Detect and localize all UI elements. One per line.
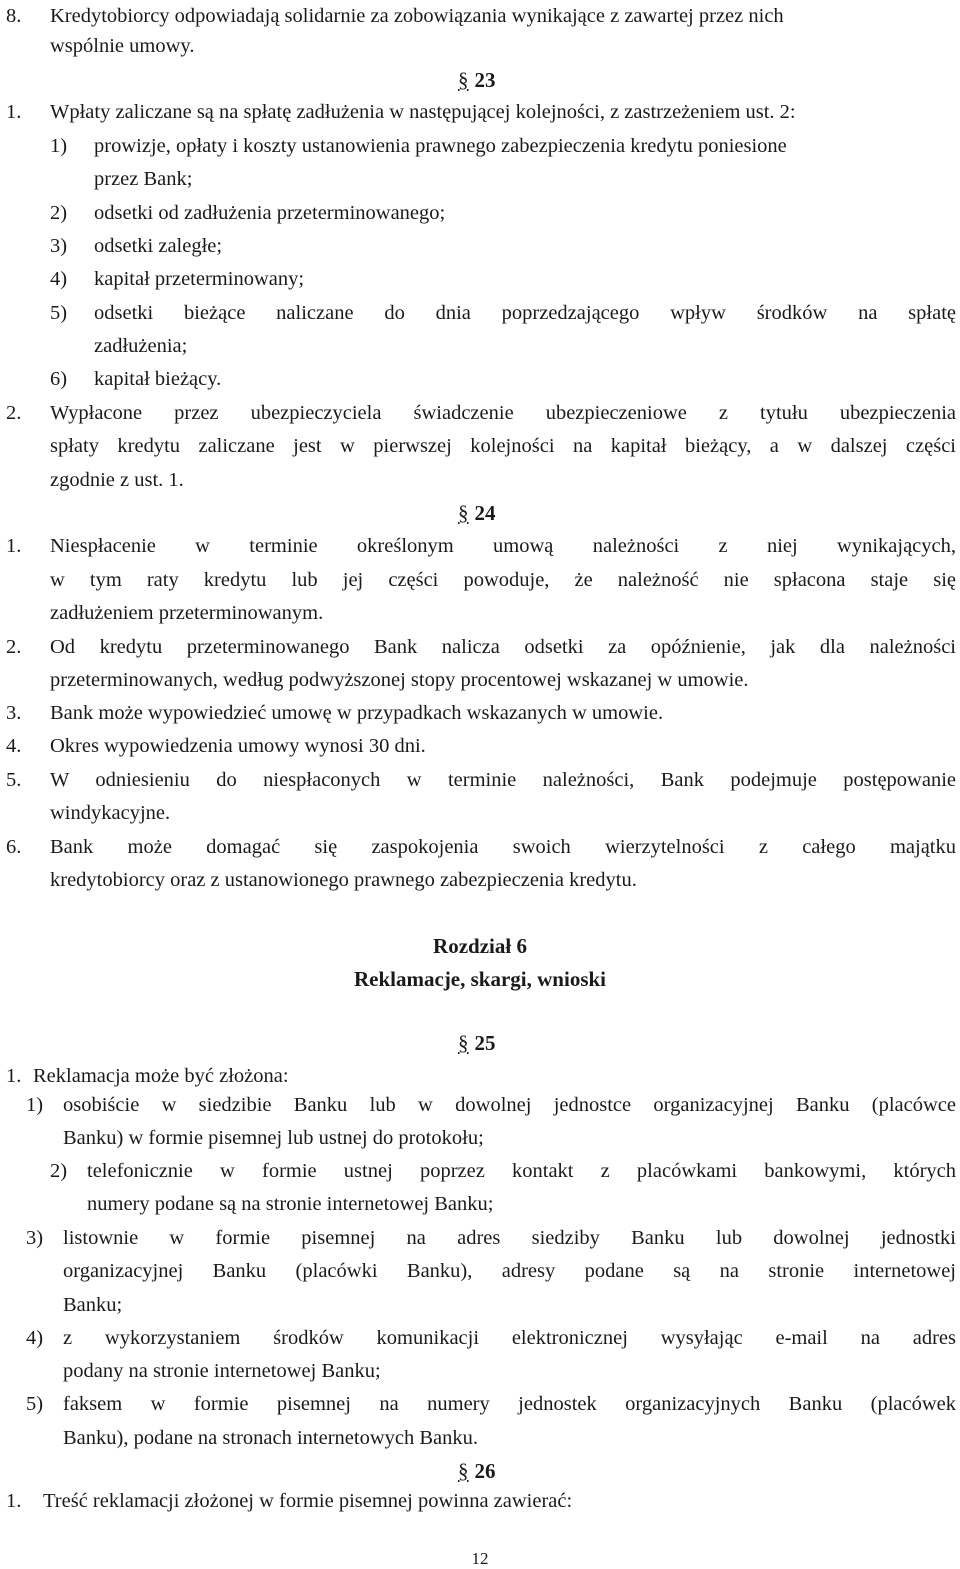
item-number: 1. [6, 101, 22, 123]
section-number: 24 [474, 501, 496, 525]
point-text: numery podane są na stronie internetowej Banku; [87, 1193, 494, 1215]
section-26-heading [458, 1455, 496, 1488]
s24-item-2-line2 [0, 664, 960, 697]
s23-1-point-3 [0, 230, 960, 263]
item-text: windykacyjne. [50, 802, 171, 824]
s26-item-1 [0, 1485, 960, 1518]
point-text: Banku; [63, 1294, 123, 1316]
item-number: 6. [6, 836, 22, 858]
s24-item-6-line1 [0, 831, 960, 864]
point-text: zadłużenia; [94, 335, 188, 357]
item-text: wspólnie umowy. [50, 35, 195, 57]
point-text: prowizje, opłaty i koszty ustanowienia prawnego zabezpieczenia kredytu poniesione [94, 135, 787, 157]
s23-1-point-5-line2 [0, 330, 960, 363]
item-text: w tym raty kredytu lub jej części powoduje, że należność nie spłacona staje się [50, 569, 956, 591]
item-text: Od kredytu przeterminowanego Bank nalicza odsetki za opóźnienie, jak dla należności [50, 636, 956, 658]
s24-item-2-line1 [0, 631, 960, 664]
point-text: odsetki zaległe; [94, 235, 223, 257]
item-number: 2. [6, 402, 22, 424]
item-text: Kredytobiorcy odpowiadają solidarnie za zobowiązania wynikające z zawartej przez nich [50, 5, 784, 27]
s25-1-point-1-line2 [0, 1122, 960, 1155]
point-text: Banku) w formie pisemnej lub ustnej do protokołu; [63, 1127, 484, 1149]
item-number: 1. [6, 535, 22, 557]
point-text: listownie w formie pisemnej na adres siedziby Banku lub dowolnej jednostki [63, 1227, 956, 1249]
section-symbol: § [458, 1031, 469, 1055]
point-text: kapitał bieżący. [94, 368, 222, 390]
s25-1-point-3-line2 [0, 1255, 960, 1288]
point-text: podany na stronie internetowej Banku; [63, 1360, 381, 1382]
s24-item-5-line1 [0, 764, 960, 797]
s25-1-point-5-line2 [0, 1422, 960, 1455]
point-text: telefonicznie w formie ustnej poprzez kontakt z placówkami bankowymi, których [87, 1160, 956, 1182]
item-text: Reklamacja może być złożona: [33, 1065, 289, 1087]
point-number: 6) [50, 368, 68, 390]
item-text: Bank może wypowiedzieć umowę w przypadkach wskazanych w umowie. [50, 702, 664, 724]
s23-item-1 [0, 96, 960, 129]
section-number: 25 [474, 1031, 496, 1055]
item-text: W odniesieniu do niespłaconych w terminie należności, Bank podejmuje postępowanie [50, 769, 956, 791]
item-number: 8. [6, 5, 22, 27]
s23-1-point-4 [0, 263, 960, 296]
s25-1-point-2-line1 [0, 1155, 960, 1188]
s24-item-1-line1 [0, 530, 960, 563]
point-number: 2) [50, 202, 68, 224]
s23-1-point-1-line2 [0, 163, 960, 196]
s25-1-point-3-line1 [0, 1222, 960, 1255]
s23-item-2-line1 [0, 397, 960, 430]
chapter-subtitle: Reklamacje, skargi, wnioski [354, 967, 606, 991]
s24-item-4 [0, 730, 960, 763]
s25-1-point-4-line1 [0, 1322, 960, 1355]
item-text: Wypłacone przez ubezpieczyciela świadczenie ubezpieczeniowe z tytułu ubezpieczenia [50, 402, 956, 424]
point-text: przez Bank; [94, 168, 193, 190]
s23-1-point-1-line1 [0, 130, 960, 163]
point-text: odsetki od zadłużenia przeterminowanego; [94, 202, 446, 224]
s25-1-point-1-line1 [0, 1089, 960, 1122]
point-number: 2) [50, 1160, 68, 1182]
section-number: 23 [474, 68, 496, 92]
item-text: spłaty kredytu zaliczane jest w pierwszej kolejności na kapitał bieżący, a w dalszej części [50, 435, 956, 457]
point-number: 4) [26, 1327, 44, 1349]
point-number: 3) [26, 1227, 44, 1249]
point-text: faksem w formie pisemnej na numery jednostek organizacyjnych Banku (placówek [63, 1393, 956, 1415]
point-text: Banku), podane na stronach internetowych Banku. [63, 1427, 479, 1449]
point-text: z wykorzystaniem środków komunikacji elektronicznej wysyłając e-mail na adres [63, 1327, 956, 1349]
item-number: 5. [6, 769, 22, 791]
point-text: organizacyjnej Banku (placówki Banku), adresy podane są na stronie internetowej [63, 1260, 956, 1282]
point-number: 3) [50, 235, 68, 257]
s25-1-point-5-line1 [0, 1388, 960, 1421]
s23-item-2-line2 [0, 430, 960, 463]
item-number: 4. [6, 735, 22, 757]
item-text: przeterminowanych, według podwyższonej stopy procentowej wskazanej w umowie. [50, 669, 749, 691]
s23-1-point-6 [0, 363, 960, 396]
item-text: Wpłaty zaliczane są na spłatę zadłużenia w następującej kolejności, z zastrzeżeniem ust. 2: [50, 101, 796, 123]
section-symbol: § [458, 1459, 469, 1483]
s25-1-point-3-line3 [0, 1289, 960, 1322]
s24-item-3 [0, 697, 960, 730]
section-symbol: § [458, 501, 469, 525]
chapter-title: Rozdział 6 [433, 934, 527, 958]
section-24-heading [458, 497, 496, 530]
item-text: zgodnie z ust. 1. [50, 469, 184, 491]
paragraph-8-line1 [0, 0, 960, 33]
s25-1-point-2-line2 [0, 1188, 960, 1221]
item-number: 1. [6, 1065, 22, 1087]
item-number: 2. [6, 636, 22, 658]
item-text: Niespłacenie w terminie określonym umową należności z niej wynikających, [50, 535, 956, 557]
section-23-heading [458, 64, 496, 97]
s24-item-5-line2 [0, 797, 960, 830]
point-number: 1) [50, 135, 68, 157]
point-number: 4) [50, 268, 68, 290]
page-number: 12 [471, 1549, 489, 1568]
point-number: 5) [26, 1393, 44, 1415]
s23-1-point-2 [0, 197, 960, 230]
s23-item-2-line3 [0, 464, 960, 497]
point-text: odsetki bieżące naliczane do dnia poprzedzającego wpływ środków na spłatę [94, 302, 956, 324]
item-text: kredytobiorcy oraz z ustanowionego prawnego zabezpieczenia kredytu. [50, 869, 637, 891]
item-text: zadłużeniem przeterminowanym. [50, 602, 324, 624]
s23-1-point-5-line1 [0, 297, 960, 330]
item-number: 1. [6, 1490, 22, 1512]
item-text: Okres wypowiedzenia umowy wynosi 30 dni. [50, 735, 426, 757]
section-symbol: § [458, 68, 469, 92]
s24-item-6-line2 [0, 864, 960, 897]
s25-1-point-4-line2 [0, 1355, 960, 1388]
point-text: kapitał przeterminowany; [94, 268, 305, 290]
paragraph-8-line2 [0, 30, 960, 63]
item-text: Treść reklamacji złożonej w formie pisemnej powinna zawierać: [43, 1490, 573, 1512]
item-text: Bank może domagać się zaspokojenia swoich wierzytelności z całego majątku [50, 836, 956, 858]
point-number: 1) [26, 1094, 44, 1116]
point-text: osobiście w siedzibie Banku lub w dowolnej jednostce organizacyjnej Banku (placówce [63, 1094, 956, 1116]
item-number: 3. [6, 702, 22, 724]
point-number: 5) [50, 302, 68, 324]
section-25-heading [458, 1027, 496, 1060]
s24-item-1-line3 [0, 597, 960, 630]
s24-item-1-line2 [0, 564, 960, 597]
section-number: 26 [474, 1459, 496, 1483]
